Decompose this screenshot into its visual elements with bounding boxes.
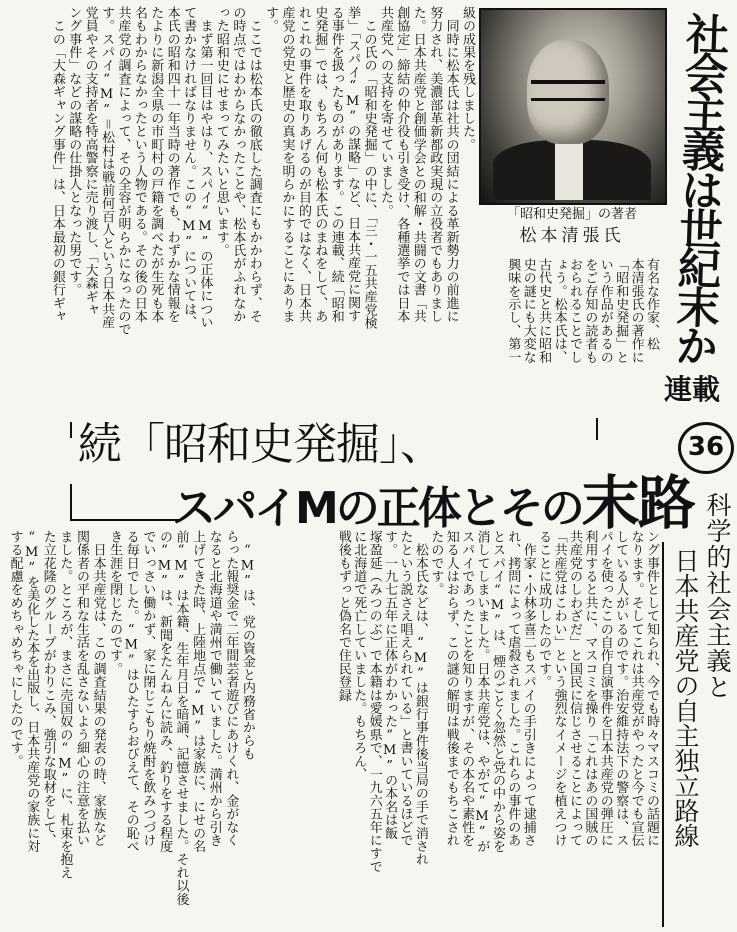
sub-title-line1: 科学的社会主義と bbox=[703, 492, 732, 700]
body-text-top: 級の成果を残しました。 同時に松本氏は社共の団結による革新勢力の前進に 努力され、美濃部革新都政実現の立役者でもありまし た。日本共産党と創価学会との和解・共闘の文書「共 創協定」締結の仲介役も引き受け、各種選挙では日本 共産党への支持を寄せていました。 この氏の「昭和史発掘」の中に、「三・一五共産党検 挙」「スパイ“M”の謀略」など、日本共産党に関す る事件を扱ったものがあります。この連載、続「昭和 史発掘」では、もちろん何も松本氏のまねをして、あ れこれの事件を取りあげるのが目的ではなく、日本共 産党の党史と歴史の真実を明らかにすることにありま す。 ここでは松本氏の徹底した調査にもかかわらず、そ の時点ではわからなかったことや、松本氏がふれなか った昭和史にせまってみたいと思います。 まず第一回目はやはり、スパイ“M”の正体につい て書かなければなりません。この“M”については、 本氏の昭和四十一年当時の著作でも、わずかな情報を たよりに新潟全県の市町村の戸籍を調べたが生死も本 名もわからなかったという人物である。その後の日本 共産党の調査によって、その全容が明らかになったので す。スパイ“M”＝松村は戦前何百人という日本共産 党員やその支持者を特高警察に売り渡し、「大森ギャ ング事件」などの謀略の仕掛人となった男です。 この「大森ギャング事件」は、日本最初の銀行ギャ bbox=[49, 6, 475, 336]
photo-shirt bbox=[555, 142, 583, 200]
sub-title-rule bbox=[662, 542, 664, 927]
photo-caption bbox=[482, 206, 662, 249]
headline-line2 bbox=[172, 456, 694, 540]
headline-bracket-left-bot bbox=[70, 484, 72, 520]
serial-label: 連載 bbox=[664, 373, 721, 406]
body-text-bottom-left: “M”は、党の資金と内務省からも らった報奨金で二年間芸者遊びにあけくれ、金がなく なると北海道や満州で働いていました。満州から引き 上げてきた時、上陸地点で“M”は家族に、にせの名 前“M”は本籍、生年月日を暗誦、記憶させました。それ以後 の“M”は、新聞をたんねんに読み、釣りをする程度 でいっさい働かず、家に閉じこもり焼酎を飲みつづけ る毎日でした。“M”はひたすらおびえて、その恥べ き生涯を閉じたのです。 日本共産党は、この調査結果の発表の時、家族など 関係者の平和な生活を乱さないよう細心の注意を払い ました。ところが、まさに売国奴の“M”に、札束を抱え た立花隆のグループがわりこみ、強引な取材をして、 “M”を美化した本を出版し、日本共産党の家族に対 する配慮をめちゃめちゃにしたのです。 bbox=[7, 530, 255, 906]
photo-glasses bbox=[531, 80, 605, 101]
headline-rule-bottom bbox=[70, 519, 180, 521]
serial-number-text: 36 bbox=[687, 432, 725, 462]
sub-title-line2: 日本共産党の自主独立路線 bbox=[671, 548, 700, 848]
headline-bracket-left-top bbox=[70, 422, 72, 438]
author-photo bbox=[479, 8, 667, 205]
photo-caption-line2: 松本清張氏 bbox=[519, 226, 625, 246]
serial-badge bbox=[664, 368, 730, 406]
headline-line2-a: スパイMの正体とその bbox=[172, 483, 582, 534]
headline-bracket-right-top bbox=[596, 418, 598, 440]
headline-line1: 続「昭和史発掘」、 bbox=[78, 419, 443, 470]
series-title: 社会主義は世紀末か bbox=[667, 11, 731, 364]
headline-line2-b: 末路 bbox=[581, 469, 694, 537]
intro-text-right: 有名な作家、松 本清張氏の著作に 「昭和史発掘」と いう作品があるの をご存知の読者も おられることでし ょう。松本氏は、 古代史と共に昭和 史の謎にも大変な 興味を示し、第一 bbox=[505, 258, 659, 364]
photo-caption-line1: 「昭和史発掘」の著者 bbox=[506, 207, 637, 222]
body-text-bottom-right: ング事件として知られ、今でも時々マスコミの話題に なります。そしてこれは共産党がやったと今でも宣伝 している人がいるのです。治安維持法下の警察は、ス パイを使ったこの自作自演事件を日本共産党の弾圧に 利用すると共に、マスコミを操り「これはあの国賊の 共産党のしわざだ」と国民に信じさせることによって 「共産党はこわい」という強烈なイメージを植えつけ ることに成功したのです。 作家・小林多喜二もスパイの手引きによって逮捕さ れ、拷問によって虐殺されました。これらの事件のあ とスパイ“M”は、煙のごとく忽然と党の中から姿を 消してしまいました。日本共産党は、やがて“M”が スパイであったことを知りますが、その本名や素性を 知る人はおらず、この謎の解明は戦後までもちこされ たのです。 松本氏などは、“M”は銀行事件後当局の手で消され たという説さえ唱えられている」と書いているほどで す。一九七五年に正体がわかった“M”の本名は飯 塚盈延（みつのぶ）で本籍は愛媛県で、一九六五年にすで に北海道で死亡していました。もちろん、 戦後もずっと偽名で住民登録 bbox=[335, 530, 659, 874]
